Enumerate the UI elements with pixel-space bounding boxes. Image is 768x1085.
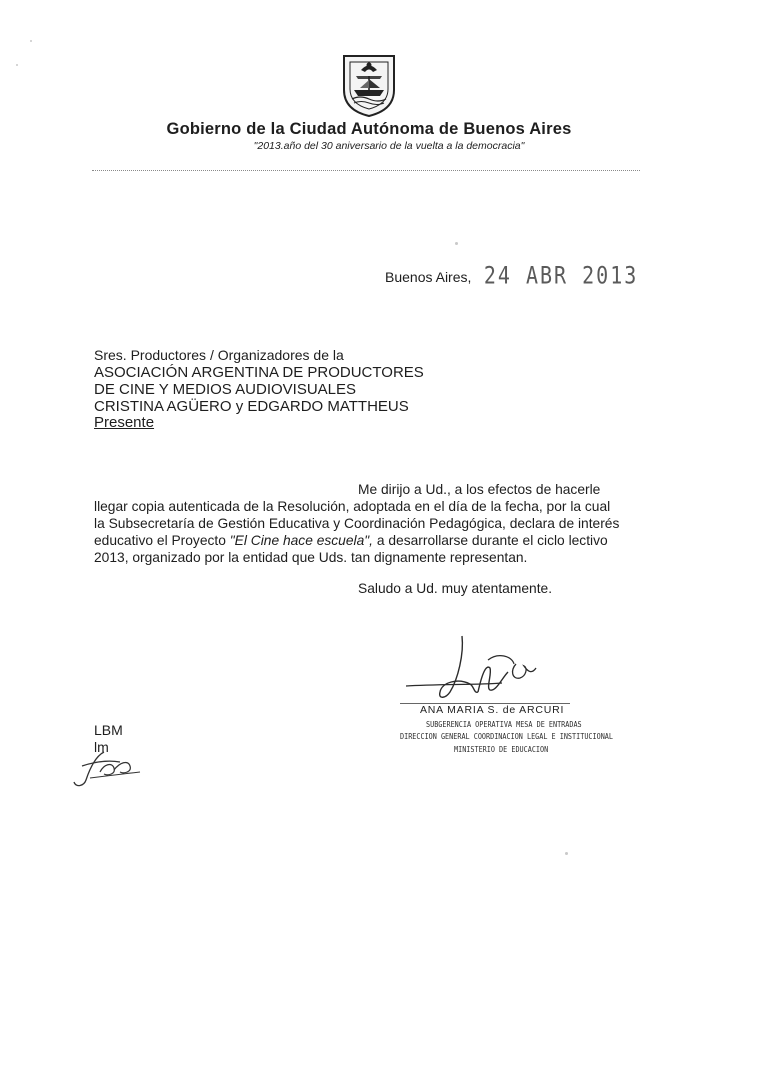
date-line [385,260,639,290]
body-line-2: llegar copia autenticada de la Resolución, adoptada en el día de la fecha, por la cual [94,499,611,514]
body-line-3: la Subsecretaría de Gestión Educativa y Coordinación Pedagógica, declara de interés [94,516,620,531]
body-line-5: 2013, organizado por la entidad que Uds. tan dignamente representan. [94,550,528,565]
government-title: Gobierno de la Ciudad Autónoma de Buenos Aires [166,120,572,138]
recipient-line-4: CRISTINA AGÜERO y EDGARDO MATTHEUS [94,398,409,415]
body-line-4-prefix: educativo el Proyecto [94,533,230,548]
scan-speck [16,64,18,66]
scan-speck [30,40,32,42]
header-divider [92,170,640,171]
initials-scribble-icon [60,748,150,790]
recipient-line-2: ASOCIACIÓN ARGENTINA DE PRODUCTORES [94,364,424,381]
signer-name: ANA MARIA S. de ARCURI [420,704,565,716]
body-line-1: Me dirijo a Ud., a los efectos de hacerle [358,482,601,497]
body-line-4-suffix: a desarrollarse durante el ciclo lectivo [376,533,608,548]
signer-role-3: MINISTERIO DE EDUCACION [454,744,549,754]
recipient-line-1: Sres. Productores / Organizadores de la [94,347,344,363]
initials-line-1: LBM [94,722,123,738]
signer-role-1: SUBGERENCIA OPERATIVA MESA DE ENTRADAS [426,719,582,729]
scan-speck [565,852,568,855]
date-place: Buenos Aires, [385,269,472,285]
recipient-line-3: DE CINE Y MEDIOS AUDIOVISUALES [94,381,357,398]
closing-line: Saludo a Ud. muy atentamente. [358,581,553,596]
scan-speck [455,242,458,245]
date-stamp: 24 ABR 2013 [483,260,639,290]
year-motto: "2013.año del 30 aniversario de la vuelta a la democracia" [253,140,525,152]
handwritten-signature-icon [378,634,558,704]
project-title: "El Cine hace escuela", [229,533,373,548]
body-line-4 [94,533,608,548]
coat-of-arms-icon [340,52,398,118]
recipient-presente: Presente [94,414,155,431]
signer-role-2: DIRECCION GENERAL COORDINACION LEGAL E INSTITUCIONAL [400,731,613,741]
initials-line-2: lm [94,739,109,755]
